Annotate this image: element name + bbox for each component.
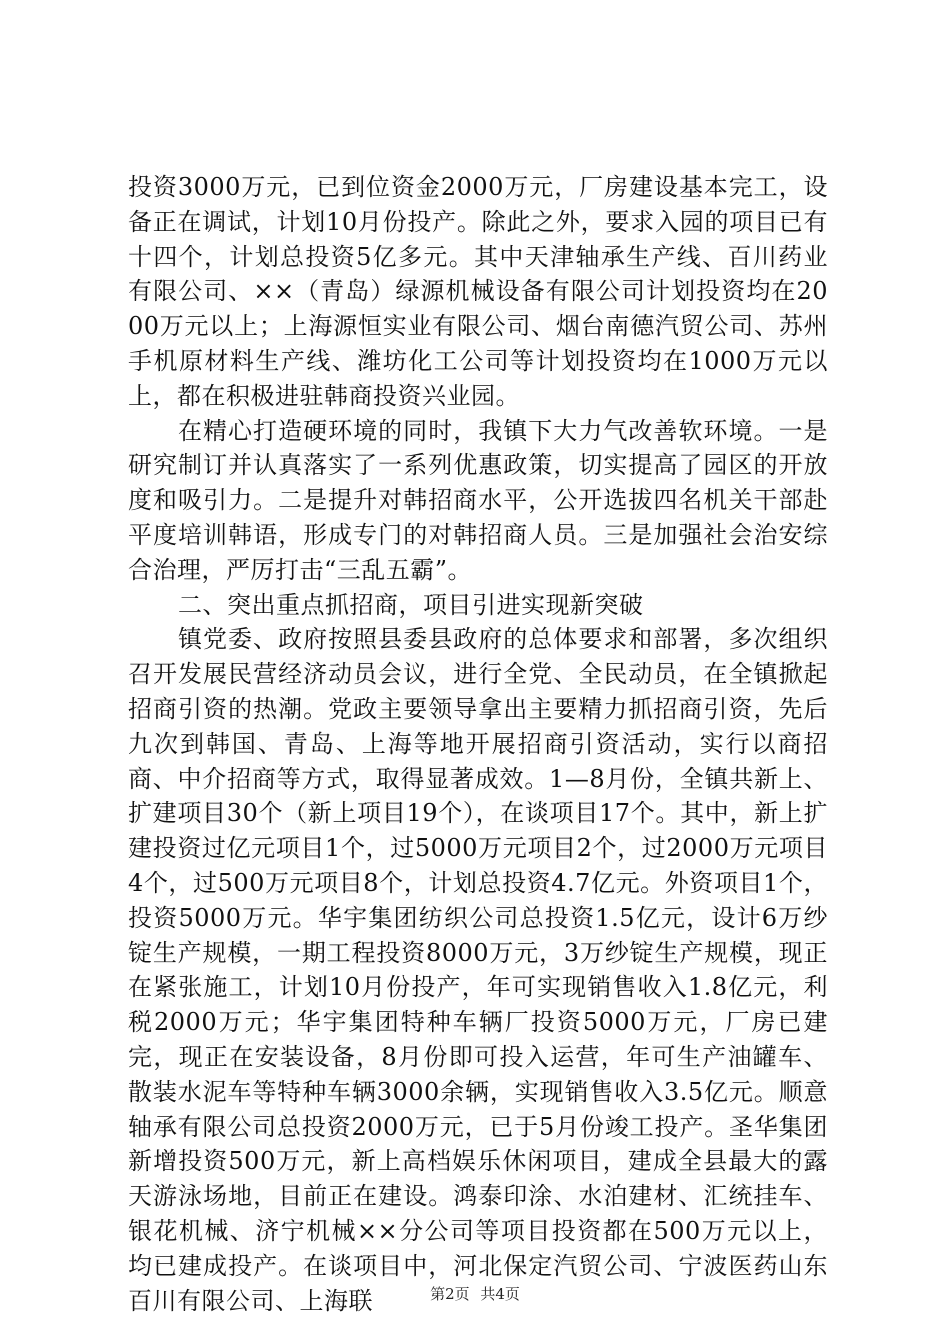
body-paragraph: 镇党委、政府按照县委县政府的总体要求和部署，多次组织召开发展民营经济动员会议，进行全党、全民动员，在全镇掀起招商引资的热潮。党政主要领导拿出主要精力抓招商引资，先后九次到韩国、青岛、上海等地开展招商引资活动，实行以商招商、中介招商等方式，取得显著成效。1—8月份，全镇共新上、扩建项目30个（新上项目19个），在谈项目17个。其中，新上扩建投资过亿元项目1个，过5000万元项目2个，过2000万元项目4个，过500万元项目8个，计划总投资4.7亿元。外资项目1个，投资5000万元。华宇集团纺织公司总投资1.5亿元，设计6万纱锭生产规模，一期工程投资8000万元，3万纱锭生产规模，现正在紧张施工，计划10月份投产，年可实现销售收入1.8亿元，利税2000万元；华宇集团特种车辆厂投资5000万元，厂房已建完，现正在安装设备，8月份即可投入运营，年可生产油罐车、散装水泥车等特种车辆3000余辆，实现销售收入3.5亿元。顺意轴承有限公司总投资2000万元，已于5月份竣工投产。圣华集团新增投资500万元，新上高档娱乐休闲项目，建成全县最大的露天游泳场地，目前正在建设。鸿泰印涂、水泊建材、汇统挂车、银花机械、济宁机械××分公司等项目投资都在500万元以上，均已建成投产。在谈项目中，河北保定汽贸公司、宁波医药山东百川有限公司、上海联 [128, 625, 828, 1315]
page-footer [0, 1283, 950, 1304]
page-total: 共4页 [480, 1285, 520, 1303]
section-heading: 二、突出重点抓招商，项目引进实现新突破 [178, 590, 644, 619]
body-paragraph: 投资3000万元，已到位资金2000万元，厂房建设基本完工，设备正在调试，计划10月份投产。除此之外，要求入园的项目已有十四个，计划总投资5亿多元。其中天津轴承生产线、百川药业有限公司、××（青岛）绿源机械设备有限公司计划投资均在2000万元以上；上海源恒实业有限公司、烟台南德汽贸公司、苏州手机原材料生产线、潍坊化工公司等计划投资均在1000万元以上，都在积极进驻韩商投资兴业园。 [128, 173, 828, 410]
page-number: 第2页 [430, 1285, 470, 1303]
document-body [128, 170, 828, 1318]
body-paragraph: 在精心打造硬环境的同时，我镇下大力气改善软环境。一是研究制订并认真落实了一系列优惠政策，切实提高了园区的开放度和吸引力。二是提升对韩招商水平，公开选拔四名机关干部赴平度培训韩语，形成专门的对韩招商人员。三是加强社会治安综合治理，严厉打击“三乱五霸”。 [128, 416, 828, 584]
